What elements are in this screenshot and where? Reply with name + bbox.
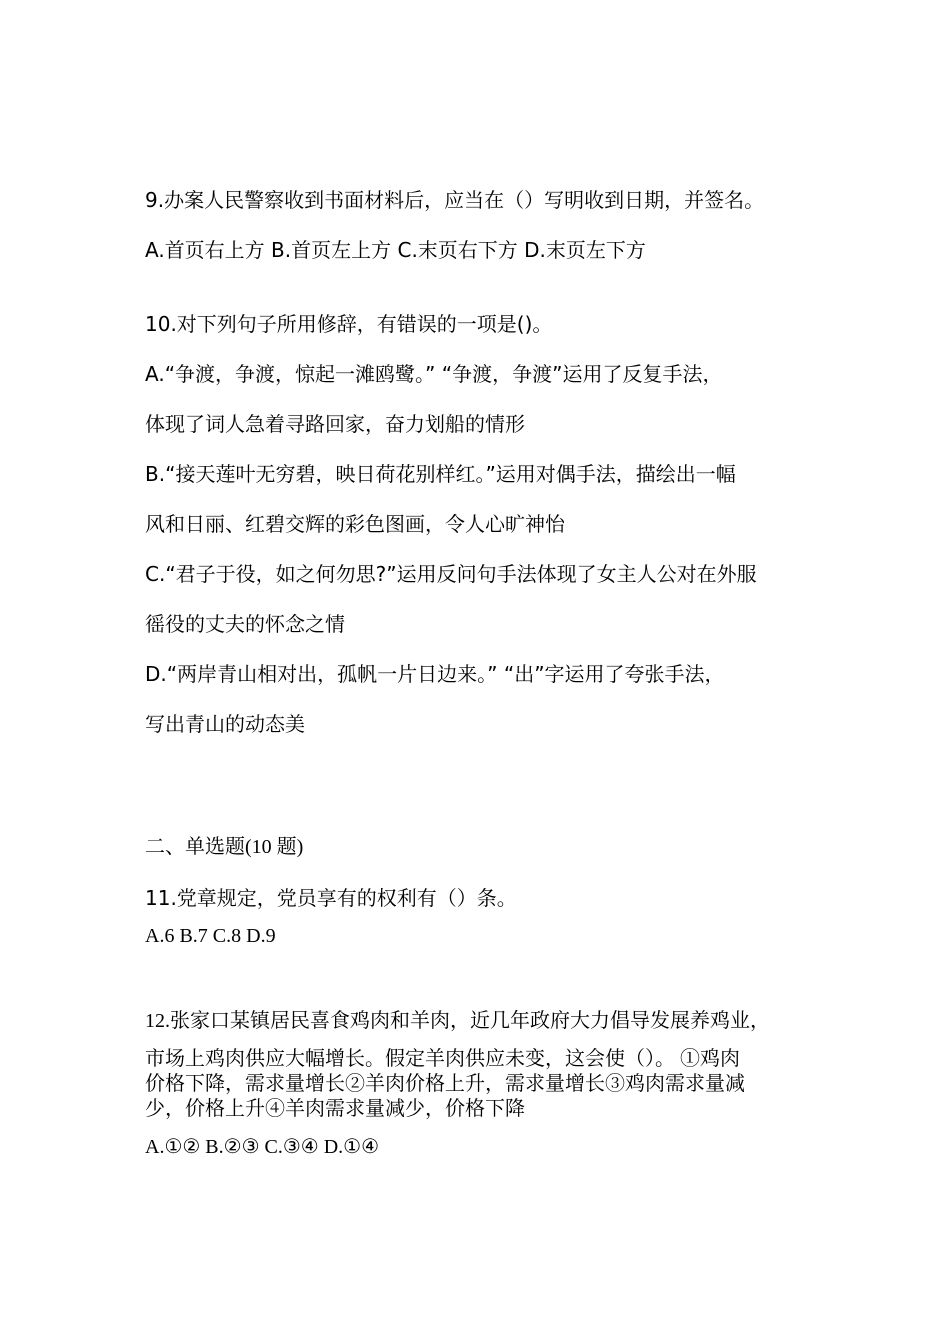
question-9-stem: 9.办案人民警察收到书面材料后，应当在（）写明收到日期，并签名。	[145, 188, 765, 212]
section-title: 二、单选题(10 题)	[145, 836, 304, 858]
question-10-option-d-line-1: D.“两岸青山相对出，孤帆一片日边来。” “出”字运用了夸张手法，	[145, 662, 725, 686]
question-11-stem: 11.党章规定，党员享有的权利有（）条。	[145, 886, 517, 910]
question-10-option-d-line-2: 写出青山的动态美	[145, 712, 305, 736]
question-12-stem-line-1: 12.张家口某镇居民喜食鸡肉和羊肉，近几年政府大力倡导发展养鸡业，	[145, 1010, 770, 1032]
question-9-options: A.首页右上方 B.首页左上方 C.末页右下方 D.末页左下方	[145, 238, 646, 262]
question-10-stem: 10.对下列句子所用修辞，有错误的一项是()。	[145, 312, 553, 336]
question-12-stem-line-3: 价格下降，需求量增长②羊肉价格上升，需求量增长③鸡肉需求量减	[145, 1073, 745, 1095]
question-10-option-c-line-2: 徭役的丈夫的怀念之情	[145, 612, 345, 636]
question-12-stem-line-4: 少，价格上升④羊肉需求量减少，价格下降	[145, 1098, 525, 1120]
question-10-option-b-line-2: 风和日丽、红碧交辉的彩色图画，令人心旷神怡	[145, 512, 565, 536]
question-12-stem-line-2: 市场上鸡肉供应大幅增长。假定羊肉供应未变，这会使（）。 ①鸡肉	[145, 1048, 740, 1070]
question-11-options: A.6 B.7 C.8 D.9	[145, 925, 276, 947]
question-10-option-b-line-1: B.“接天莲叶无穷碧，映日荷花别样红。”运用对偶手法，描绘出一幅	[145, 462, 736, 486]
question-10-option-c-line-1: C.“君子于役，如之何勿思?”运用反问句手法体现了女主人公对在外服	[145, 562, 757, 586]
question-10-option-a-line-1: A.“争渡，争渡，惊起一滩鸥鹭。” “争渡，争渡”运用了反复手法，	[145, 362, 723, 386]
question-12-options: A.①② B.②③ C.③④ D.①④	[145, 1136, 380, 1158]
question-10-option-a-line-2: 体现了词人急着寻路回家，奋力划船的情形	[145, 412, 525, 436]
